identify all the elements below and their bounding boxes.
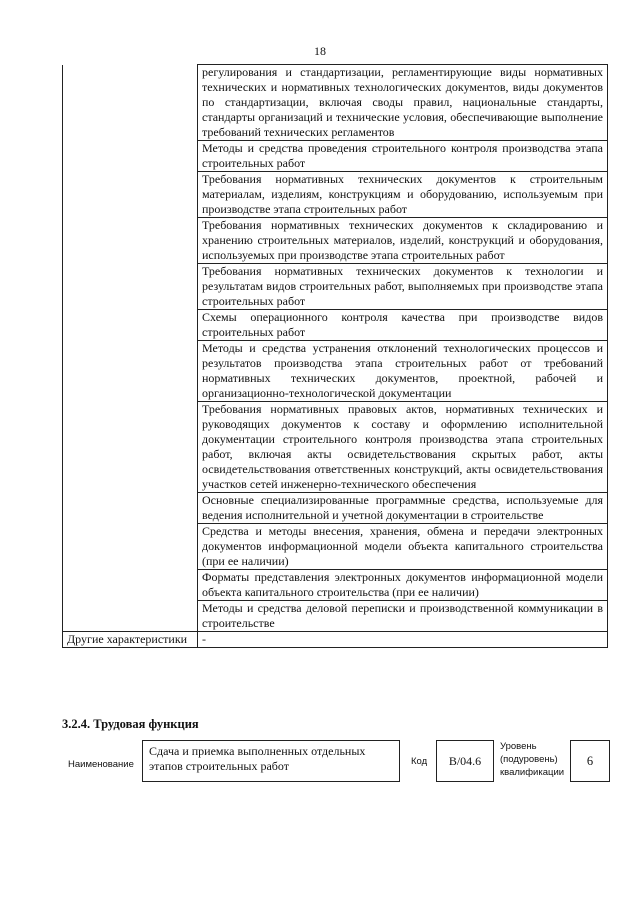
labor-function-row xyxy=(62,740,610,786)
section-title: 3.2.4. Трудовая функция xyxy=(62,717,199,731)
knowledge-item: Схемы операционного контроля качества при производстве видов строительных работ xyxy=(198,310,608,341)
other-characteristics-value: - xyxy=(198,632,608,648)
level-label: Уровень (подуровень) квалификации xyxy=(500,741,565,778)
knowledge-item: Требования нормативных технических документов к технологии и результатам видов строительных работ, выполняемых при производстве этапа строительных работ xyxy=(198,264,608,310)
empty-label-cell xyxy=(63,65,198,632)
table-row xyxy=(63,632,608,648)
knowledge-item: Методы и средства деловой переписки и производственной коммуникации в строительстве xyxy=(198,601,608,632)
name-label: Наименование xyxy=(68,759,134,770)
level-value-box: 6 xyxy=(570,740,610,782)
knowledge-item: Методы и средства устранения отклонений технологических процессов и результатов производства этапа строительных работ от требований нормативных технических документов, проектной, рабочей и организационно-технологической документации xyxy=(198,341,608,402)
name-value-box: Сдача и приемка выполненных отдельных этапов строительных работ xyxy=(142,740,400,782)
table-row xyxy=(63,65,608,141)
knowledge-item: Требования нормативных правовых актов, нормативных технических и руководящих документов к составу и оформлению исполнительной документации строительного контроля производства этапа строительных работ, включая акты освидетельствования скрытых работ, акты освидетельствования ответственных конструкций, акты освидетельствования участков сетей инженерно-технического обеспечения xyxy=(198,402,608,493)
knowledge-item: Методы и средства проведения строительного контроля производства этапа строительных работ xyxy=(198,141,608,172)
knowledge-item: Требования нормативных технических документов к строительным материалам, изделиям, конструкциям и оборудованию, используемым при производстве этапа строительных работ xyxy=(198,172,608,218)
knowledge-item: Средства и методы внесения, хранения, обмена и передачи электронных документов информационной модели объекта капитального строительства (при ее наличии) xyxy=(198,524,608,570)
code-label: Код xyxy=(411,756,428,767)
code-value-box: B/04.6 xyxy=(436,740,494,782)
knowledge-item: регулирования и стандартизации, регламентирующие виды нормативных технических и нормативных технологических документов, виды документов по стандартизации, включая своды правил, национальные стандарты, стандарты организаций и технические условия, обеспечивающие выполнение требований технических регламентов xyxy=(198,65,608,141)
page-number: 18 xyxy=(314,44,326,58)
knowledge-item: Требования нормативных технических документов к складированию и хранению строительных материалов, изделий, конструкций и оборудования, используемых при производстве этапа строительных работ xyxy=(198,218,608,264)
other-characteristics-label: Другие характеристики xyxy=(63,632,198,648)
knowledge-item: Основные специализированные программные средства, используемые для ведения исполнительной и учетной документации в строительстве xyxy=(198,493,608,524)
knowledge-table xyxy=(62,64,608,648)
knowledge-item: Форматы представления электронных документов информационной модели объекта капитального строительства (при ее наличии) xyxy=(198,570,608,601)
